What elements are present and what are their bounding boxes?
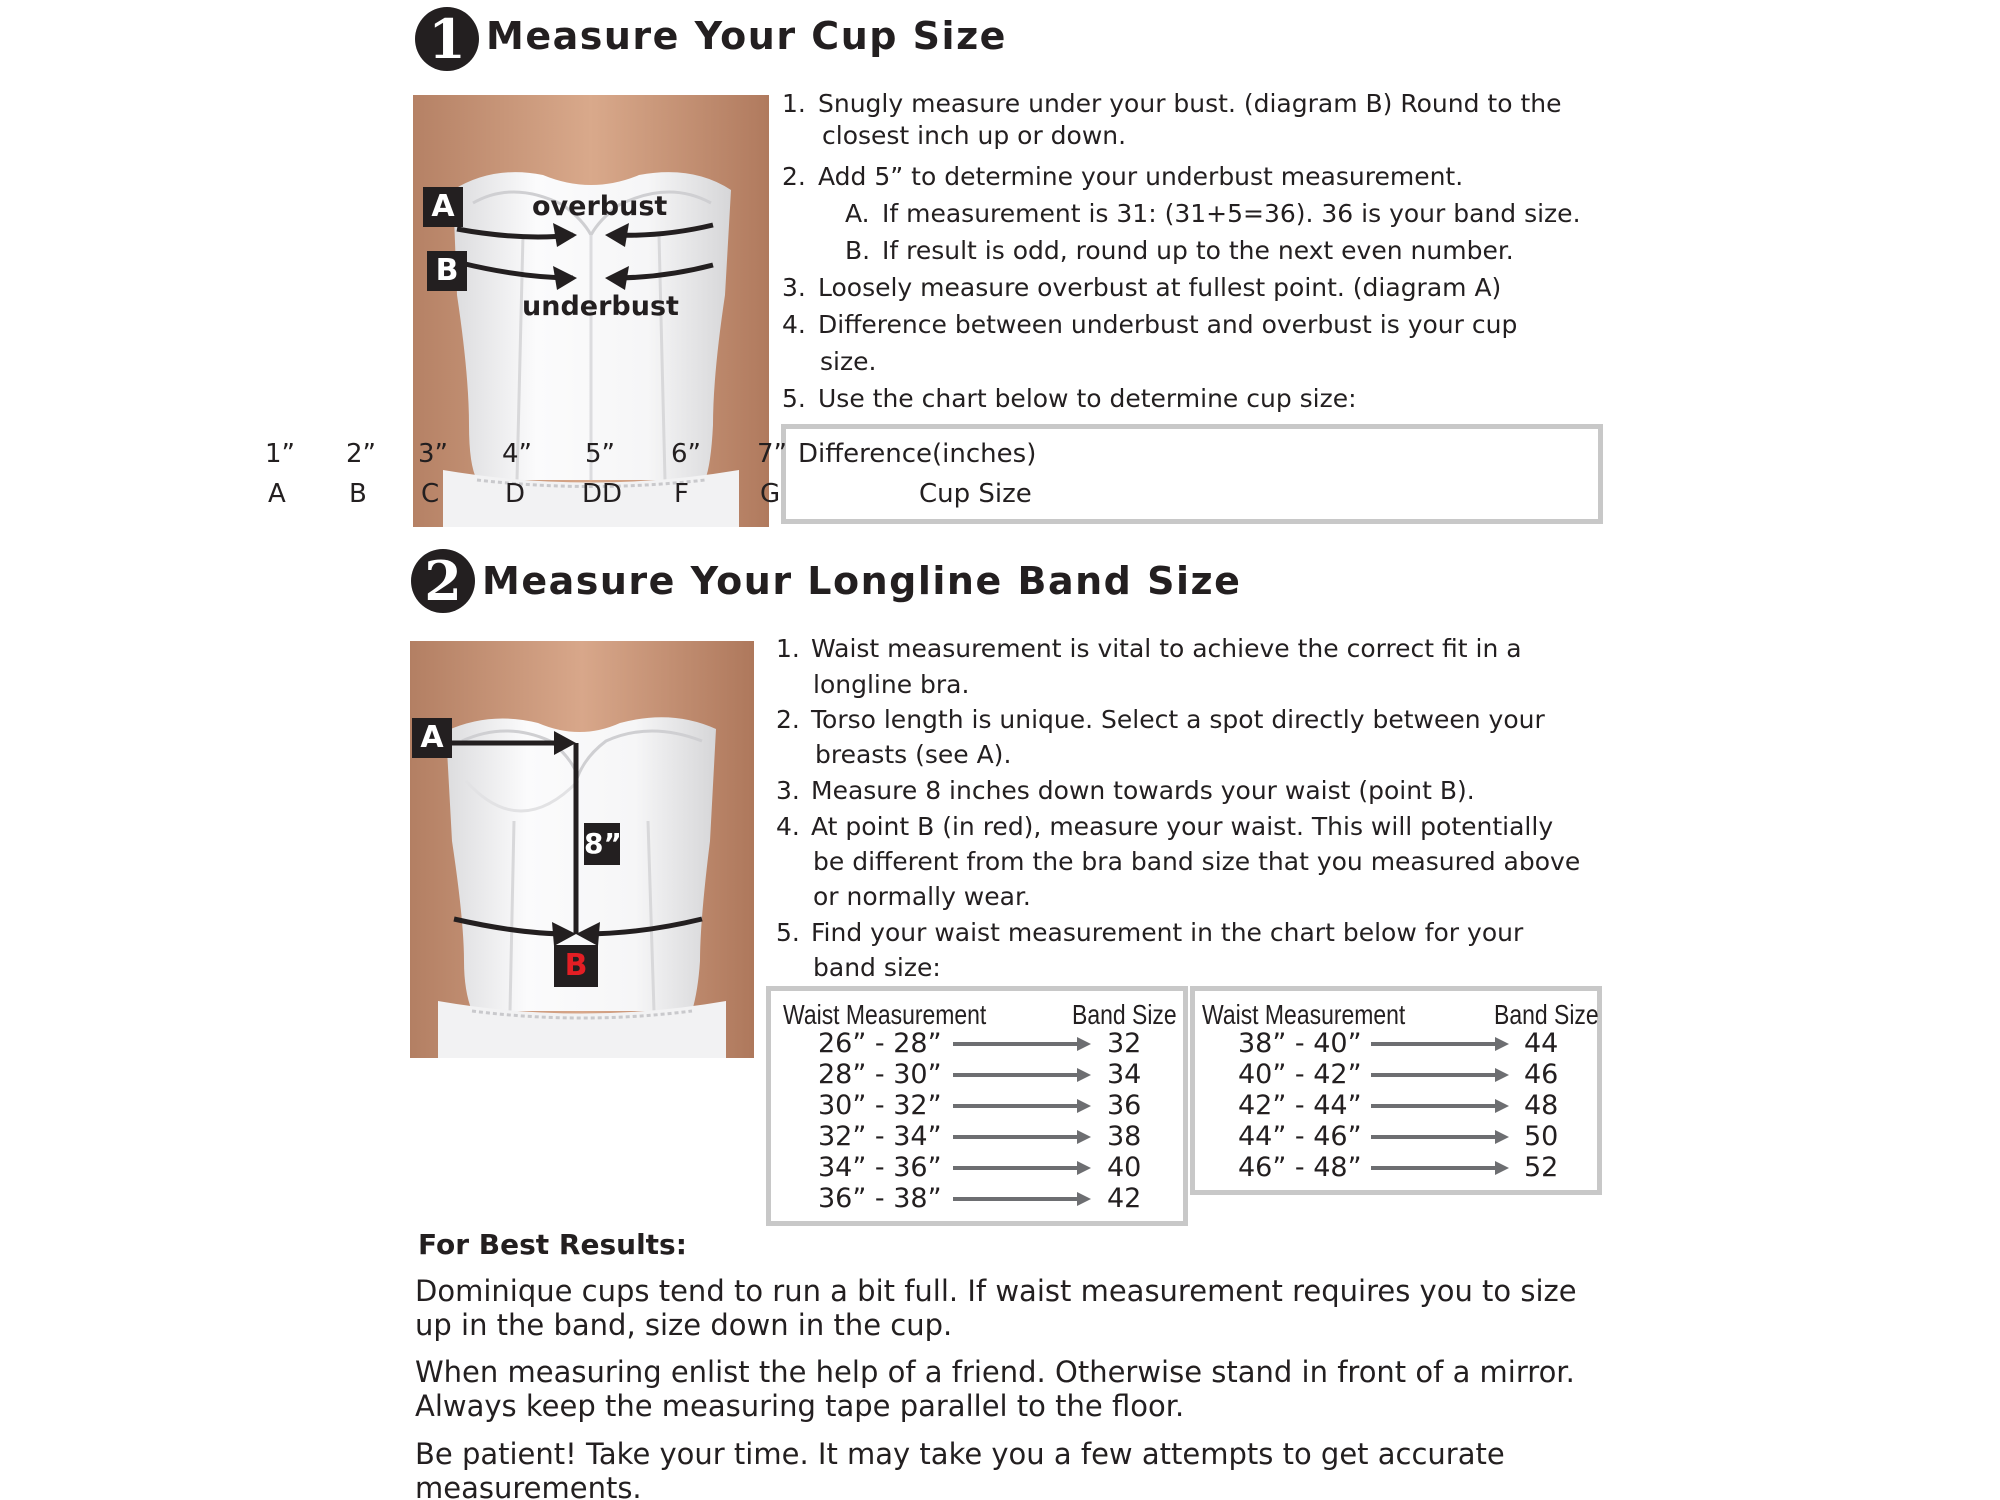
arrow-right-icon <box>953 1065 1093 1085</box>
difference-label: Difference(inches) <box>798 439 1037 469</box>
band-size-header: Band Size <box>1494 999 1599 1030</box>
section-2-title: Measure Your Longline Band Size <box>482 559 1242 603</box>
difference-value: 4” <box>502 439 533 469</box>
section-1-title: Measure Your Cup Size <box>486 14 1007 58</box>
step-text: breasts (see A). <box>815 740 1012 769</box>
step-text: If result is odd, round up to the next even number. <box>882 236 1514 265</box>
arrow-right-icon <box>953 1158 1093 1178</box>
step-text: Torso length is unique. Select a spot directly between your <box>811 705 1545 734</box>
band-chart-row <box>1195 1090 1597 1121</box>
band-size-value: 32 <box>1107 1028 1142 1059</box>
band-chart-row <box>771 1059 1183 1090</box>
step-text: band size: <box>813 953 941 982</box>
band-step-3 <box>776 773 1616 809</box>
band-size-value: 46 <box>1524 1059 1559 1090</box>
arrow-right-icon <box>1371 1096 1511 1116</box>
band-size-value: 40 <box>1107 1152 1142 1183</box>
tag-a-center-point: A <box>412 718 452 758</box>
waist-range: 46” - 48” <box>1238 1152 1362 1183</box>
cup-value: B <box>349 479 367 509</box>
band-size-value: 50 <box>1524 1121 1559 1152</box>
band-chart-row <box>771 1090 1183 1121</box>
step-text: Measure 8 inches down towards your waist (point B). <box>811 776 1475 805</box>
paragraph-line: Dominique cups tend to run a bit full. If waist measurement requires you to size <box>415 1274 1577 1308</box>
tag-b-underbust: B <box>427 251 467 291</box>
step-text: longline bra. <box>813 670 970 699</box>
waist-measurement-header: Waist Measurement <box>783 999 987 1030</box>
arrow-right-icon <box>1371 1065 1511 1085</box>
cup-value: DD <box>582 479 623 509</box>
cup-step-4 <box>782 307 1612 381</box>
band-size-value: 52 <box>1524 1152 1559 1183</box>
band-step-5 <box>776 915 1616 986</box>
step-number: A. <box>845 199 870 228</box>
section-2-number-badge: 2 <box>411 549 475 613</box>
step-number: 4. <box>782 310 806 339</box>
step-text: Add 5” to determine your underbust measurement. <box>818 162 1464 191</box>
step-number: 2. <box>776 705 800 734</box>
arrow-right-icon <box>953 1034 1093 1054</box>
cup-size-label: Cup Size <box>919 479 1032 509</box>
step-number: 3. <box>782 273 806 302</box>
overbust-label: overbust <box>532 191 668 222</box>
paragraph-line: Be patient! Take your time. It may take you a few attempts to get accurate <box>415 1437 1505 1471</box>
section-1-number-badge: 1 <box>415 7 479 71</box>
corset-photo-2 <box>410 641 754 1058</box>
cup-step-2b <box>782 233 1612 270</box>
band-step-2 <box>776 702 1616 773</box>
band-chart-row <box>771 1152 1183 1183</box>
difference-value: 2” <box>346 439 377 469</box>
arrow-right-icon <box>1371 1034 1511 1054</box>
band-size-header: Band Size <box>1072 999 1177 1030</box>
difference-value: 1” <box>265 439 296 469</box>
band-size-value: 36 <box>1107 1090 1142 1121</box>
waist-range: 26” - 28” <box>818 1028 942 1059</box>
waist-range: 44” - 46” <box>1238 1121 1362 1152</box>
step-number: B. <box>845 236 871 265</box>
step-number: 1. <box>776 634 800 663</box>
band-chart-row <box>1195 1121 1597 1152</box>
cup-step-2 <box>782 159 1612 196</box>
waist-range: 36” - 38” <box>818 1183 942 1214</box>
band-size-value: 48 <box>1524 1090 1559 1121</box>
step-text: Waist measurement is vital to achieve the correct fit in a <box>811 634 1522 663</box>
step-text: Find your waist measurement in the chart below for your <box>811 918 1524 947</box>
cup-value: A <box>268 479 286 509</box>
band-size-value: 34 <box>1107 1059 1142 1090</box>
band-chart-row <box>1195 1152 1597 1183</box>
paragraph-line: measurements. <box>415 1471 642 1500</box>
cup-value: D <box>505 479 526 509</box>
step-text: If measurement is 31: (31+5=36). 36 is your band size. <box>882 199 1581 228</box>
cup-size-chart <box>265 424 1603 524</box>
difference-value: 5” <box>585 439 616 469</box>
waist-range: 28” - 30” <box>818 1059 942 1090</box>
band-chart-right <box>1190 986 1602 1195</box>
band-chart-left <box>766 986 1188 1226</box>
step-text: be different from the bra band size that you measured above <box>813 847 1581 876</box>
arrow-right-icon <box>1371 1158 1511 1178</box>
arrow-right-icon <box>953 1189 1093 1209</box>
step-text: or normally wear. <box>813 882 1031 911</box>
difference-value: 6” <box>671 439 702 469</box>
difference-value: 3” <box>418 439 449 469</box>
cup-size-instructions <box>782 86 1612 426</box>
paragraph-line: When measuring enlist the help of a friend. Otherwise stand in front of a mirror. <box>415 1355 1575 1389</box>
band-step-1 <box>776 631 1616 702</box>
cup-step-5 <box>782 381 1612 418</box>
band-size-diagram <box>410 641 754 1058</box>
step-number: 5. <box>782 384 806 413</box>
band-size-value: 38 <box>1107 1121 1142 1152</box>
best-results-paragraph-1 <box>415 1274 1615 1342</box>
best-results-title: For Best Results: <box>418 1228 687 1261</box>
band-size-instructions <box>776 631 1616 985</box>
band-chart-row <box>1195 1028 1597 1059</box>
step-text: Snugly measure under your bust. (diagram B) Round to the <box>818 89 1562 118</box>
waist-range: 38” - 40” <box>1238 1028 1362 1059</box>
band-size-value: 42 <box>1107 1183 1142 1214</box>
eight-inch-label: 8” <box>584 823 620 865</box>
waist-range: 40” - 42” <box>1238 1059 1362 1090</box>
band-step-4 <box>776 809 1616 915</box>
step-text: Loosely measure overbust at fullest point. (diagram A) <box>818 273 1502 302</box>
step-number: 5. <box>776 918 800 947</box>
band-chart-row <box>771 1183 1183 1214</box>
step-number: 1. <box>782 89 806 118</box>
step-text: Use the chart below to determine cup size: <box>818 384 1357 413</box>
difference-value: 7” <box>757 439 788 469</box>
underbust-label: underbust <box>522 291 679 322</box>
tag-a-overbust: A <box>423 187 463 227</box>
step-text: Difference between underbust and overbust is your cup <box>818 310 1518 339</box>
tag-b-waist-point: B <box>554 945 598 987</box>
step-number: 4. <box>776 812 800 841</box>
step-text: At point B (in red), measure your waist. This will potentially <box>811 812 1554 841</box>
cup-step-1 <box>782 86 1612 154</box>
best-results-paragraph-2 <box>415 1355 1615 1423</box>
step-text: size. <box>820 347 877 376</box>
paragraph-line: up in the band, size down in the cup. <box>415 1308 953 1342</box>
waist-measurement-header: Waist Measurement <box>1202 999 1406 1030</box>
cup-step-2a <box>782 196 1612 233</box>
waist-range: 32” - 34” <box>818 1121 942 1152</box>
arrow-right-icon <box>953 1096 1093 1116</box>
cup-value: F <box>674 479 689 509</box>
cup-value: C <box>421 479 440 509</box>
waist-range: 30” - 32” <box>818 1090 942 1121</box>
band-chart-row <box>771 1121 1183 1152</box>
band-chart-row <box>771 1028 1183 1059</box>
step-text: closest inch up or down. <box>822 121 1127 150</box>
waist-range: 34” - 36” <box>818 1152 942 1183</box>
waist-range: 42” - 44” <box>1238 1090 1362 1121</box>
best-results-paragraph-3 <box>415 1437 1615 1500</box>
cup-step-3 <box>782 270 1612 307</box>
paragraph-line: Always keep the measuring tape parallel to the floor. <box>415 1389 1185 1423</box>
band-size-value: 44 <box>1524 1028 1559 1059</box>
step-number: 3. <box>776 776 800 805</box>
cup-value: G <box>760 479 781 509</box>
band-chart-row <box>1195 1059 1597 1090</box>
arrow-right-icon <box>953 1127 1093 1147</box>
arrow-right-icon <box>1371 1127 1511 1147</box>
step-number: 2. <box>782 162 806 191</box>
